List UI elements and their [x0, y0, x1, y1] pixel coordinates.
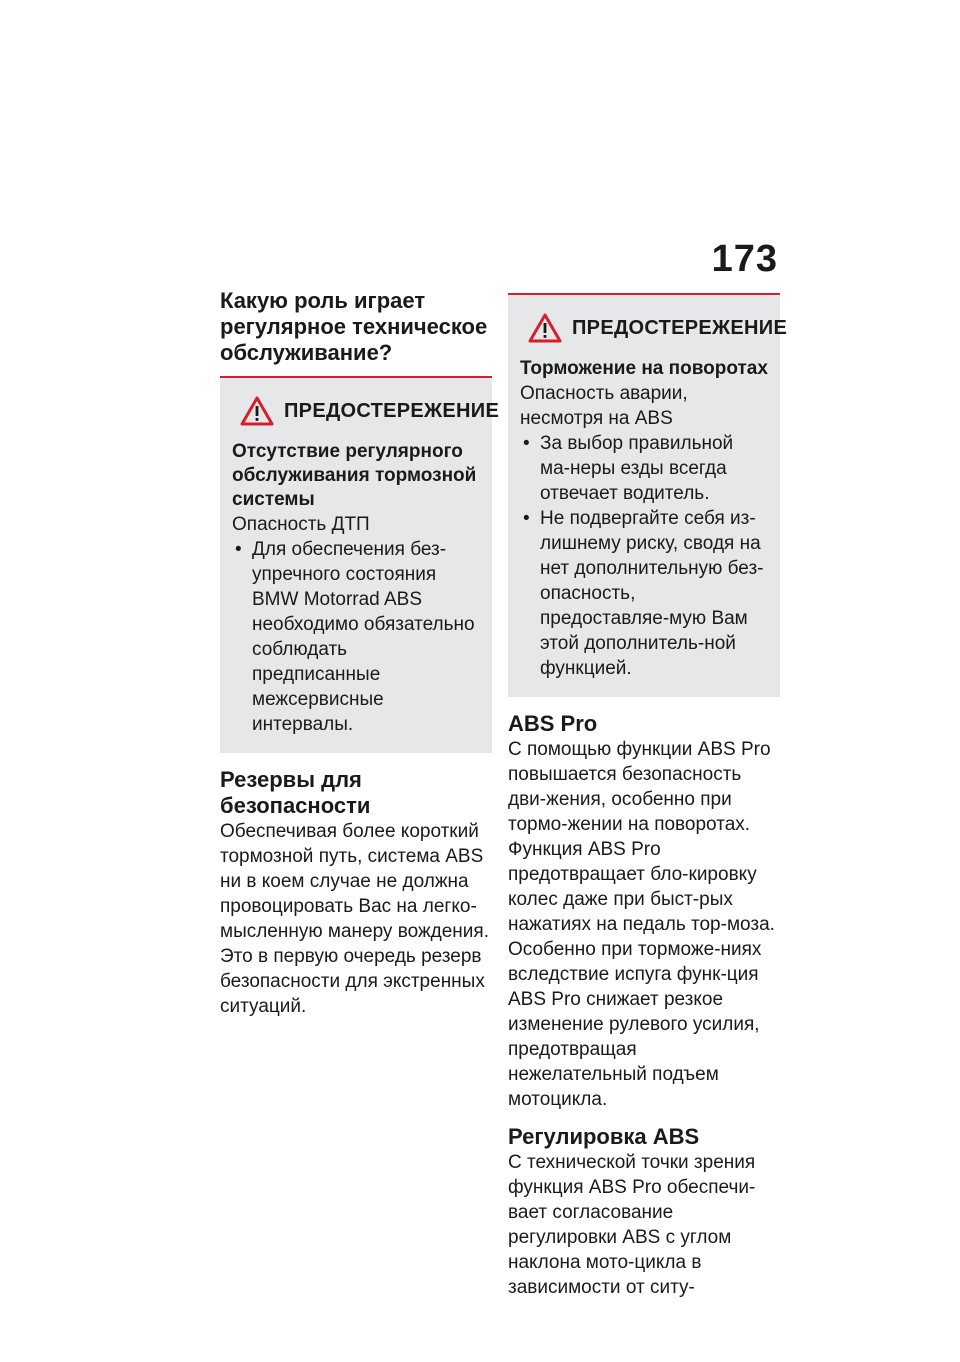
- warning-hazard: Опасность аварии, несмотря на ABS: [520, 383, 688, 429]
- list-item: • Не подвергайте себя из-лишнему риску, сводя на нет дополнительную без-опасность, предоставляе-мую Вам этой дополнитель-ной функцией.: [520, 506, 768, 681]
- abs-regulation-text: С технической точки зрения функция ABS Pro обеспечи-вает согласование регулировки ABS с углом наклона мото-цикла в зависимости от ситу-: [508, 1152, 756, 1298]
- left-column: [220, 288, 500, 1031]
- warning-title: Отсутствие регулярного обслуживания тормозной системы: [232, 441, 477, 510]
- warning-triangle-icon: [240, 396, 274, 426]
- warning-bullets: [232, 537, 480, 737]
- reserve-text: Обеспечивая более короткий тормозной путь, система ABS ни в коем случае не должна провоцировать Вас на легко-мысленную манеру вождения. Это в первую очередь резерв безопасности для экстренных ситуаций.: [220, 821, 489, 1017]
- section-title-abs-pro: ABS Pro: [508, 711, 598, 736]
- warning-label: ПРЕДОСТЕРЕЖЕНИЕ: [572, 316, 788, 339]
- section-title-abs-regulation: Регулировка ABS: [508, 1124, 700, 1149]
- list-item: • Для обеспечения без-упречного состояния BMW Motorrad ABS необходимо обязательно соблюдать предписанные межсервисные интервалы.: [232, 537, 480, 737]
- list-item: • За выбор правильной ма-неры езды всегда отвечает водитель.: [520, 431, 768, 506]
- warning-triangle-icon: [528, 313, 562, 343]
- section-title-reserve: Резервы для безопасности: [220, 767, 371, 818]
- warning-box-maintenance: [220, 376, 500, 753]
- page-number: 173: [711, 238, 778, 280]
- warning-label: ПРЕДОСТЕРЕЖЕНИЕ: [284, 399, 500, 422]
- warning-box-cornering: [508, 293, 788, 697]
- warning-header: [232, 396, 500, 426]
- abs-pro-text: С помощью функции ABS Pro повышается безопасность дви-жения, особенно при тормо-жении на поворотах. Функция ABS Pro предотвращает бло-кировку колес даже при быст-рых нажатиях на педаль тор-моза. Особенно при торможе-ниях вследствие испуга функ-ция ABS Pro снижает резкое изменение рулевого усилия, предотвращая нежелательный подъем мотоцикла.: [508, 739, 775, 1110]
- warning-bullets: [520, 431, 768, 681]
- warning-title: Торможение на поворотах: [520, 358, 768, 379]
- section-title-maintenance: Какую роль играет регулярное техническое обслуживание?: [220, 288, 488, 365]
- warning-header: [520, 313, 788, 343]
- right-column: [508, 293, 788, 1312]
- warning-hazard: Опасность ДТП: [232, 514, 370, 535]
